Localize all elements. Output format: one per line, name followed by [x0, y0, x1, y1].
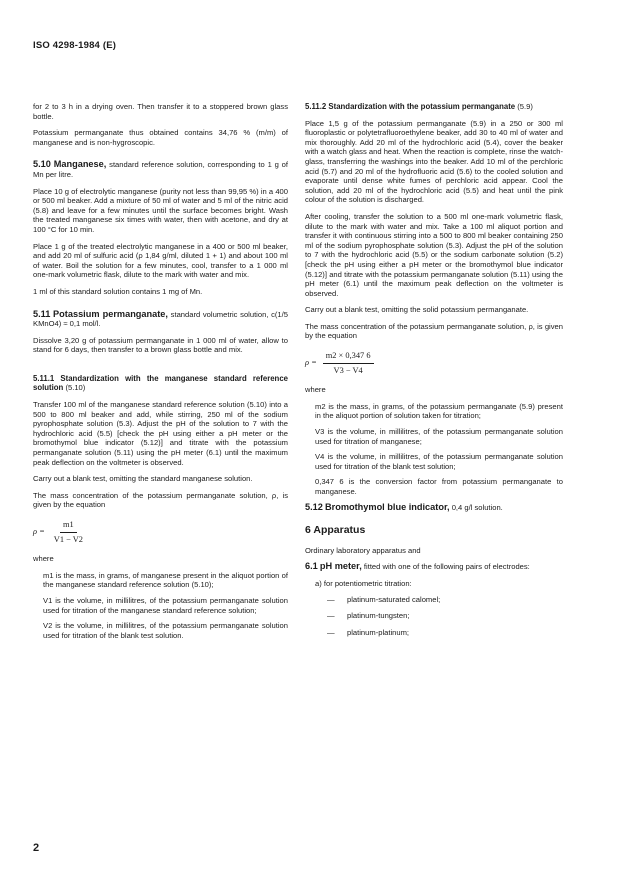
list-item-text: platinum-platinum;: [347, 627, 410, 637]
definition: 0,347 6 is the conversion factor from potassium permanganate to manganese.: [315, 477, 563, 496]
section-5-11: [33, 310, 288, 329]
equation-lhs: ρ =: [33, 527, 45, 537]
equation-fraction: [323, 351, 374, 375]
section-title: Potassium permanganate,: [53, 308, 168, 319]
subsection-title: 5.11.1 Standardization with the manganese standard reference solution: [33, 373, 288, 393]
equation-numerator: m1: [60, 520, 77, 533]
definition: m2 is the mass, in grams, of the potassium permanganate (5.9) present in the aliquot portion of solution taken for titration;: [315, 401, 563, 421]
equation-fraction: [51, 520, 86, 544]
dash-marker: —: [327, 627, 335, 637]
subsection-5-11-1: [33, 374, 288, 393]
section-desc: standard reference solution, corresponding to 1 g of Mn per litre.: [33, 160, 288, 179]
section-title: Bromothymol blue indicator,: [325, 501, 450, 512]
paragraph: Carry out a blank test, omitting the solid potassium permanganate.: [305, 305, 529, 315]
where-label: where: [33, 554, 54, 564]
section-title: pH meter,: [319, 561, 362, 572]
subsection-title: 5.11.2 Standardization with the potassium permanganate: [305, 102, 516, 111]
dash-marker: —: [327, 594, 335, 604]
paragraph: Ordinary laboratory apparatus and: [305, 545, 421, 555]
section-number: 6.1: [305, 561, 318, 572]
list-item-text: platinum-saturated calomel;: [347, 594, 441, 604]
definition: V4 is the volume, in millilitres, of the potassium permanganate solution used for titration of the blank test solution;: [315, 452, 563, 471]
section-5-12: [305, 503, 563, 513]
paragraph: 1 ml of this standard solution contains 1 mg of Mn.: [33, 286, 203, 296]
list-item: [315, 611, 563, 621]
definition: V3 is the volume, in millilitres, of the potassium permanganate solution used for titration of manganese;: [315, 427, 563, 446]
paragraph: The mass concentration of the potassium permanganate solution, ρ, is given by the equation: [305, 321, 563, 341]
paragraph: Place 10 g of electrolytic manganese (purity not less than 99,95 %) in a 400 or 500 ml beaker. Add a mixture of 50 ml of water and 5 ml of the nitric acid (5.8) and leave for a few minutes until the surface becomes bright. Wash the treated manganese six times with water, then with acetone, and dry at 100 °C for 10 min.: [33, 186, 288, 234]
definition: V1 is the volume, in millilitres, of the potassium permanganate solution used for titration of the manganese standard reference solution;: [43, 595, 288, 615]
section-6-heading: 6 Apparatus: [305, 524, 366, 537]
paragraph: Place 1,5 g of the potassium permanganate (5.9) in a 250 or 300 ml fluoroplastic or polytetrafluoroethylene beaker, add 30 to 40 ml of water and mix thoroughly. Add 20 ml of the hydrochloric acid (5.4), cover the beaker with a watch glass and heat. When the reaction is complete, rinse the watch-glass, transferring the washings into the beaker. Add 10 ml of the perchloric acid (5.7) and 20 ml of the hydrofluoric acid (5.6) to the cooled solution and evaporate until dense white fumes of perchloric acid appear. Cool the solution, add 20 ml of the hydrochloric acid (5.5) and heat until the pink colour of the solution is discharged.: [305, 118, 563, 205]
subsection-ref: (5.9): [517, 102, 533, 111]
list-item: [315, 628, 563, 638]
section-desc: fitted with one of the following pairs of electrodes:: [363, 562, 530, 572]
paragraph: Transfer 100 ml of the manganese standard reference solution (5.10) into a 500 to 800 ml beaker and add, while stirring, 250 ml of the sodium pyrophosphate solution (5.3). Adjust the pH of the solution to 7 with the hydrochloric acid (5.5) [check the pH using either a pH meter or the bromothymol blue indicator (5.12)] and titrate with the potassium permanganate solution (5.11) using the pH meter (6.1) until the maximum peak deflection on the voltmeter is observed.: [33, 400, 288, 467]
section-number: 5.11: [33, 308, 51, 319]
paragraph: Carry out a blank test, omitting the standard manganese solution.: [33, 474, 253, 484]
equation-denominator: V3 − V4: [333, 365, 363, 375]
paragraph: Potassium permanganate thus obtained contains 34,76 % (m/m) of manganese and is non-hygroscopic.: [33, 128, 288, 147]
dash-marker: —: [327, 611, 335, 621]
section-desc: 0,4 g/l solution.: [451, 502, 503, 512]
equation: [305, 351, 563, 375]
list-item-text: platinum-tungsten;: [347, 611, 410, 621]
equation-denominator: V1 − V2: [53, 534, 83, 544]
paragraph: After cooling, transfer the solution to a 500 ml one-mark volumetric flask, dilute to the mark with water and mix. Take a 100 ml aliquot portion and transfer it with continuous stirring into a 500 to 800 ml beaker containing 250 ml of the sodium pyrophosphate solution (5.3). Adjust the pH of the solution to 7 with the hydrochloric acid (5.5) or the sodium carbonate solution (5.2) [check the pH using either a pH meter or the bromothymol blue indicator (5.12)] and titrate with the potassium permanganate solution (5.11) using the pH meter (6.1) until the maximum peak deflection on the voltmeter is observed.: [305, 211, 563, 298]
right-column: [305, 102, 563, 644]
where-label: where: [305, 385, 326, 395]
document-header: ISO 4298-1984 (E): [33, 40, 117, 51]
paragraph: Dissolve 3,20 g of potassium permanganate in 1 000 ml of water, allow to stand for 6 days, then transfer to a brown glass bottle and mix.: [33, 335, 288, 355]
section-number: 5.12: [305, 501, 323, 512]
section-desc: standard volumetric solution, c(1/5 KMnO4) ≈ 0,1 mol/l.: [33, 309, 288, 329]
section-6-1: [305, 562, 563, 572]
equation-numerator: m2 × 0,347 6: [323, 351, 374, 364]
paragraph: Place 1 g of the treated electrolytic manganese in a 400 or 500 ml beaker, and add 20 ml of sulfuric acid (ρ 1,84 g/ml, diluted 1 + 1) and about 100 ml of water. Boil the solution for a few minutes, cool, transfer to a 1 000 ml one-mark volumetric flask, dilute to the mark with water and mix.: [33, 241, 288, 280]
section-title: Manganese,: [53, 159, 107, 170]
section-number: 5.10: [33, 159, 51, 170]
definition: V2 is the volume, in millilitres, of the potassium permanganate solution used for titration of the blank test solution.: [43, 621, 288, 640]
equation-lhs: ρ =: [305, 358, 317, 368]
list-item: [315, 595, 563, 605]
electrode-list: [315, 579, 563, 637]
paragraph: The mass concentration of the potassium permanganate solution, ρ, is given by the equation: [33, 490, 288, 510]
definition: m1 is the mass, in grams, of manganese present in the aliquot portion of the manganese standard reference solution (5.10);: [43, 570, 288, 590]
definitions: [305, 402, 563, 497]
list-item: a) for potentiometric titration:: [315, 578, 412, 588]
definitions: [33, 571, 288, 641]
subsection-ref: (5.10): [65, 383, 86, 393]
equation: [33, 520, 288, 544]
page-number: 2: [33, 842, 40, 854]
left-column: [33, 102, 288, 646]
paragraph: for 2 to 3 h in a drying oven. Then transfer it to a stoppered brown glass bottle.: [33, 102, 288, 121]
subsection-5-11-2: [305, 102, 563, 112]
section-5-10: [33, 160, 288, 179]
